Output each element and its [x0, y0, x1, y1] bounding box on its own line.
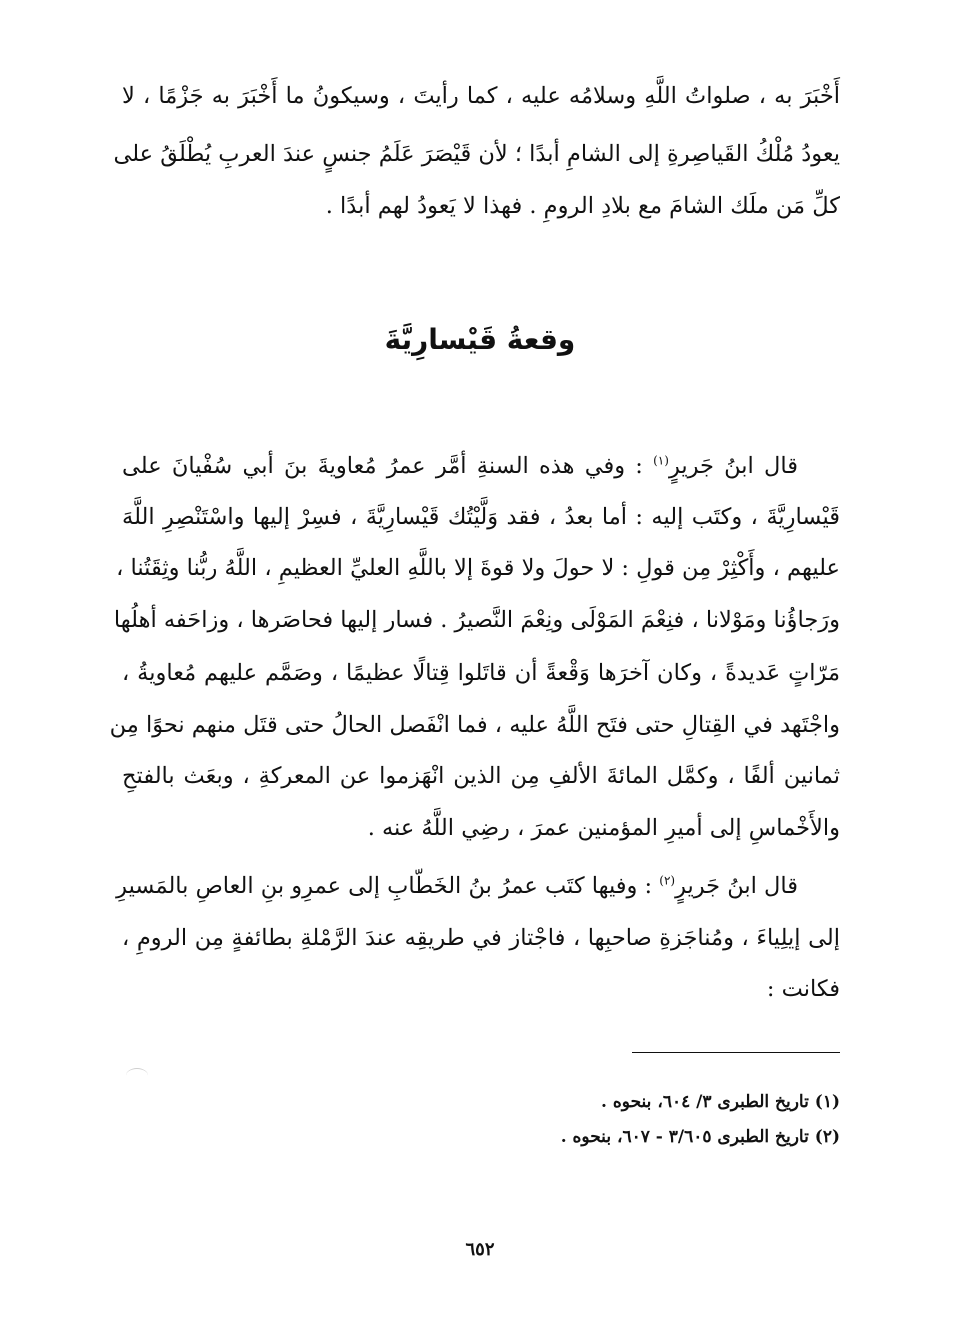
- footnote-separator: [632, 1052, 840, 1053]
- text-line: واجْتَهد في القِتالِ حتى فتَح اللَّهُ عليه ، فما انْفَصل الحالُ حتى قتَل منهم نحوًا مِن: [109, 712, 840, 738]
- text-line: إلى إيلِياءَ ، ومُناجَزةِ صاحبِها ، فاجْتاز في طريقِه عندَ الرَّمْلةِ بطائفةٍ مِن الرومِ ،: [122, 925, 840, 951]
- text-line: كلِّ مَن ملَك الشامَ مع بلادِ الرومِ . فهذا لا يَعودُ لهم أبدًا .: [325, 193, 840, 219]
- paragraph-lead: قال ابنُ جَريرٍ: [668, 453, 798, 479]
- text-line: والأَخْماسِ إلى أميرِ المؤمنين عمرَ ، رضِي اللَّهُ عنه .: [367, 815, 840, 841]
- text-line: يعودُ مُلْكُ القَياصِرةِ إلى الشامِ أبدًا ؛ لأن قَيْصَرَ عَلَمُ جنسٍ عندَ العربِ يُطْلَقُ على: [113, 141, 840, 167]
- text-line: ثمانين ألفًا ، وكمَّل المائةَ الألفِ مِن الذين انْهَزموا عن المعركةِ ، وبعَث بالفتحِ: [122, 763, 840, 789]
- footnote: (٢) تاريخ الطبرى ٣/٦٠٥ - ٦٠٧، بنحوه .: [560, 1127, 840, 1147]
- paper-mark: [126, 1068, 148, 1083]
- paragraph-lead: قال ابنُ جَريرٍ: [675, 873, 798, 899]
- paragraph-text: : وفي هذه السنةِ أمَّر عمرُ مُعاويةَ بنَ أبي سُفْيانَ على: [122, 453, 654, 479]
- footnote: (١) تاريخ الطبرى ٣/ ٦٠٤، بنحوه .: [601, 1092, 840, 1112]
- section-heading: وقعةُ قَيْسارِيَّةَ: [384, 323, 576, 356]
- text-line: عليهم ، وأَكْثِرْ مِن قولِ : لا حولَ ولا قوةَ إلا باللَّهِ العليِّ العظيمِ ، اللَّهُ ربُّنا وثِقَتُنا ،: [116, 555, 840, 581]
- text-line: مَرّاتٍ عَديدةً ، وكان آخرَها وَقْعةً أن قاتَلوا قِتالًا عظيمًا ، وصَمَّم عليهم مُعاويةُ ،: [122, 660, 840, 686]
- text-line: فكانت :: [766, 976, 840, 1002]
- paragraph-text: : وفيها كتَب عمرُ بنُ الخَطّابِ إلى عمرِو بنِ العاصِ بالمَسيرِ: [116, 873, 660, 899]
- text-line: أَخْبَرَ به ، صلواتُ اللَّهِ وسلامُه عليه ، كما رأيتَ ، وسيكونُ ما أَخْبَرَ به جَزْمًا ، لا: [122, 83, 840, 109]
- text-line: ورَجاؤُنا ومَوْلانا ، فنِعْمَ المَوْلَى ونِعْمَ النَّصيرُ . فسار إليها فحاصَرها ، وزاحَفه أهلُها: [113, 607, 840, 633]
- paragraph-first-line: [116, 866, 840, 906]
- page-number: ٦٥٢: [465, 1239, 495, 1260]
- paragraph-first-line: [122, 446, 840, 486]
- footnote-marker: (١): [653, 453, 669, 468]
- footnote-marker: (٢): [659, 873, 676, 888]
- text-line: قَيْسارِيَّةَ ، وكتَب إليه : أما بعدُ ، فقد وَلَّيْتُك قَيْسارِيَّةَ ، فسِرْ إليها واسْتَنْصِرِ اللَّهَ: [122, 504, 840, 530]
